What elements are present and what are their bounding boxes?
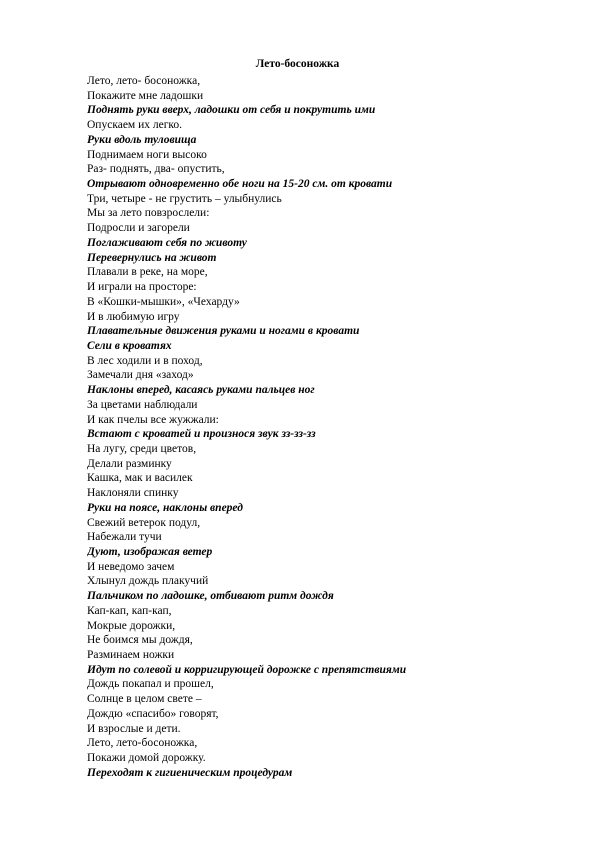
action-instruction-line: Руки на поясе, наклоны вперед	[87, 501, 243, 514]
action-instruction-line: Сели в кроватях	[87, 339, 172, 352]
poem-verse-line: И в любимую игру	[87, 310, 180, 323]
poem-verse-line: Дождь покапал и прошел,	[87, 678, 214, 691]
poem-verse-line: И неведомо зачем	[87, 560, 175, 573]
poem-verse-line: В «Кошки-мышки», «Чехарду»	[87, 295, 240, 308]
poem-verse-line: На лугу, среди цветов,	[87, 442, 197, 455]
poem-body	[87, 74, 577, 781]
poem-verse-line: Лето, лето-босоножка,	[87, 737, 198, 750]
poem-verse-line: Мокрые дорожки,	[87, 619, 176, 632]
poem-verse-line: Раз- поднять, два- опустить,	[87, 163, 225, 176]
poem-verse-line: Хлынул дождь плакучий	[87, 575, 209, 588]
poem-verse-line: Кап-кап, кап-кап,	[87, 604, 172, 617]
action-instruction-line: Поднять руки вверх, ладошки от себя и покрутить ими	[87, 104, 376, 117]
poem-verse-line: Покажите мне ладошки	[87, 89, 204, 102]
poem-verse-line: Три, четыре - не грустить – улыбнулись	[87, 192, 282, 205]
action-instruction-line: Дуют, изображая ветер	[87, 546, 213, 558]
poem-verse-line: Не боимся мы дождя,	[87, 634, 193, 647]
poem-verse-line: Дождю «спасибо» говорят,	[87, 707, 219, 720]
action-instruction-line: Пальчиком по ладошке, отбивают ритм дождя	[87, 590, 334, 603]
poem-verse-line: Набежали тучи	[87, 531, 162, 544]
action-instruction-line: Переходят к гигиеническим процедурам	[87, 766, 293, 779]
poem-verse-line: И как пчелы все жужжали:	[87, 413, 219, 426]
poem-verse-line: И взрослые и дети.	[87, 722, 181, 735]
poem-verse-line: Мы за лето повзрослели:	[87, 207, 210, 220]
poem-verse-line: Подросли и загорели	[87, 222, 190, 235]
poem-verse-line: И играли на просторе:	[87, 281, 197, 294]
poem-verse-line: Разминаем ножки	[87, 649, 175, 662]
poem-verse-line: Солнце в целом свете –	[87, 693, 202, 706]
poem-verse-line: Лето, лето- босоножка,	[87, 75, 201, 87]
action-instruction-line: Встают с кроватей и произнося звук зз-зз-зз	[87, 428, 316, 441]
poem-verse-line: Кашка, мак и василек	[87, 472, 193, 485]
action-instruction-line: Руки вдоль туловища	[87, 133, 197, 146]
poem-verse-line: Замечали дня «заход»	[87, 369, 194, 382]
action-instruction-line: Наклоны вперед, касаясь руками пальцев ног	[87, 384, 315, 397]
poem-verse-line: Наклоняли спинку	[87, 487, 179, 500]
poem-verse-line: В лес ходили и в поход,	[87, 354, 203, 367]
action-instruction-line: Отрывают одновременно обе ноги на 15-20 см. от кровати	[87, 178, 393, 191]
poem-verse-line: Поднимаем ноги высоко	[87, 148, 207, 161]
action-instruction-line: Перевернулись на живот	[87, 251, 217, 264]
action-instruction-line: Идут по солевой и корригирующей дорожке с препятствиями	[87, 663, 407, 676]
action-instruction-line: Поглаживают себя по животу	[87, 236, 247, 249]
page-title: Лето-босоножка	[255, 58, 340, 70]
poem-verse-line: Опускаем их легко.	[87, 119, 183, 132]
poem-verse-line: Свежий ветерок подул,	[87, 516, 201, 529]
poem-verse-line: Покажи домой дорожку.	[87, 752, 206, 765]
poem-verse-line: За цветами наблюдали	[87, 398, 198, 411]
poem-verse-line: Плавали в реке, на море,	[87, 266, 208, 279]
action-instruction-line: Плавательные движения руками и ногами в кровати	[87, 325, 360, 338]
poem-verse-line: Делали разминку	[87, 457, 172, 470]
